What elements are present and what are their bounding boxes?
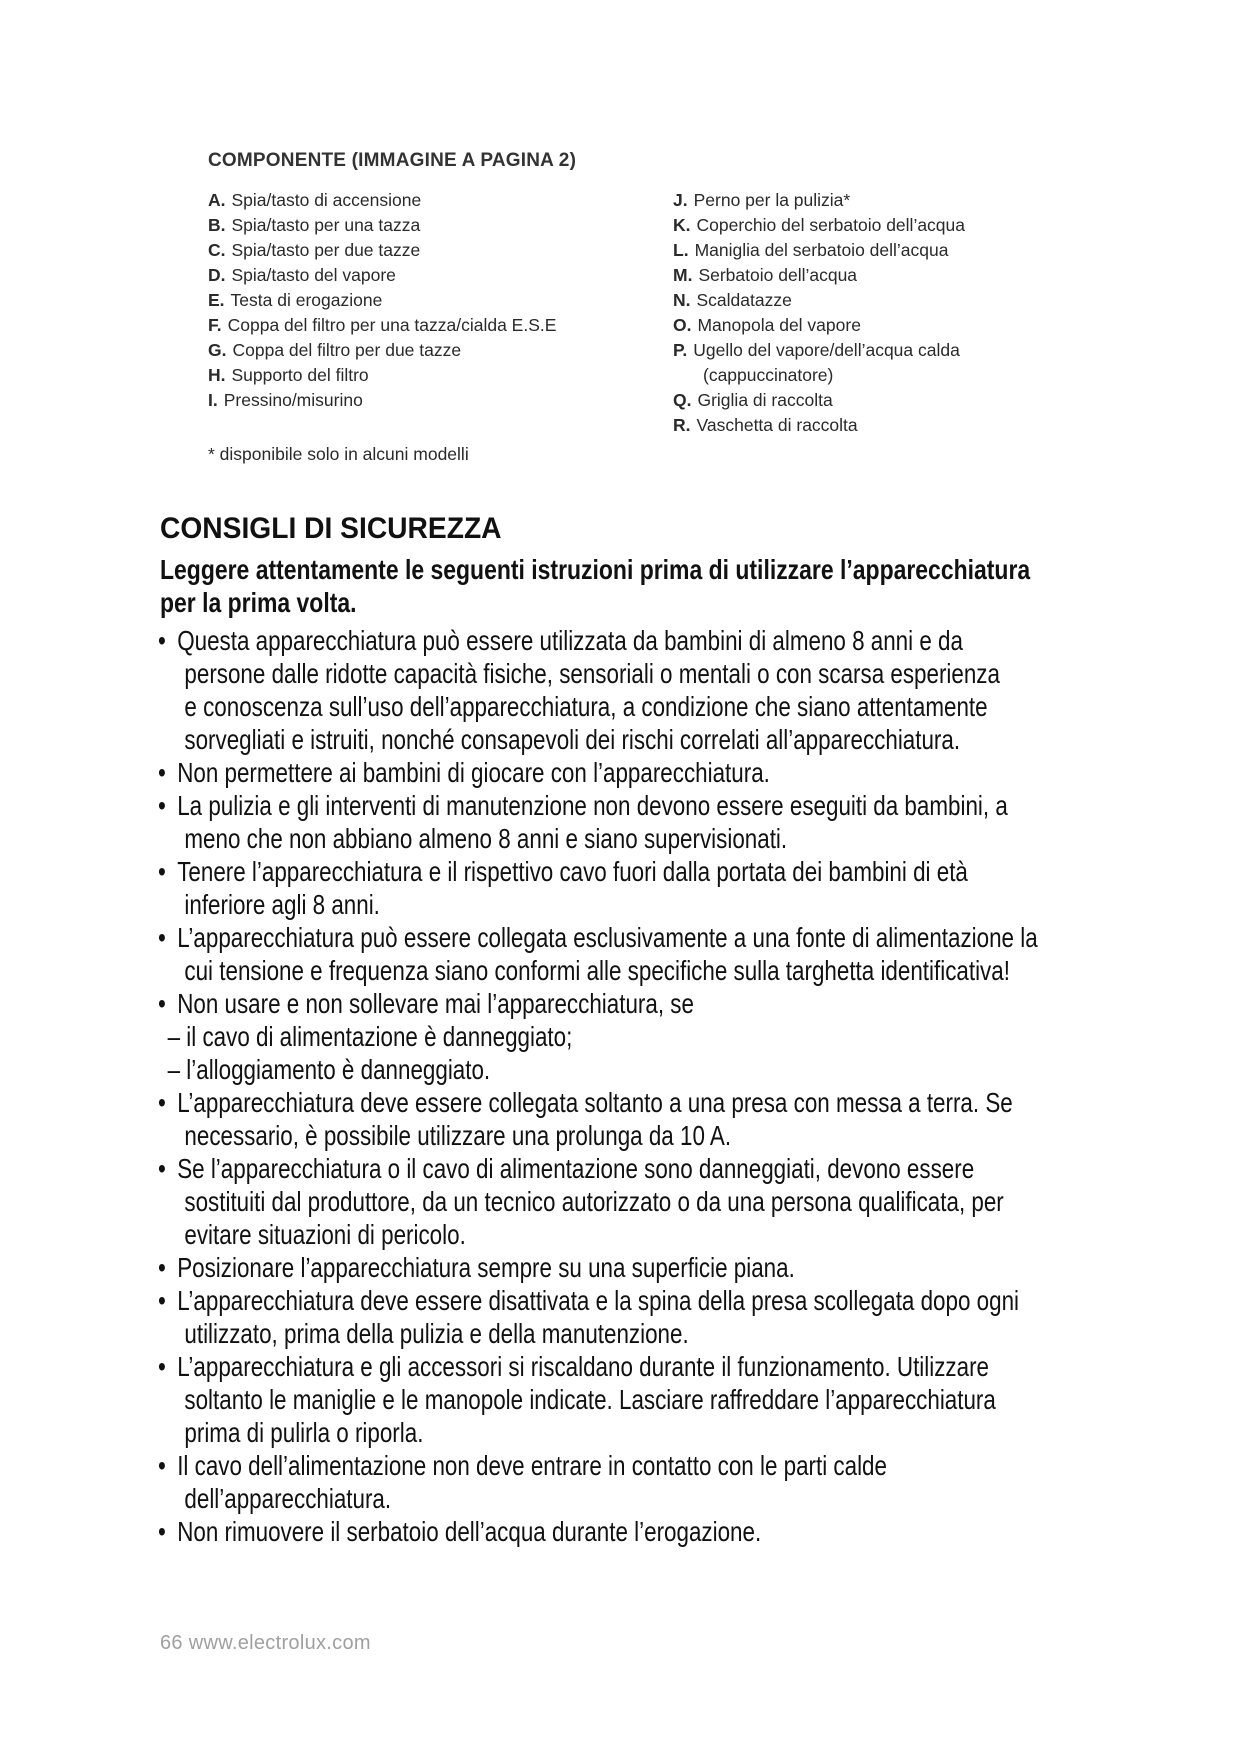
bullet-line: • L’apparecchiatura e gli accessori si riscaldano durante il funzionamento. Utilizzare — [158, 1351, 990, 1382]
bullet-line: • Il cavo dell’alimentazione non deve entrare in contatto con le parti calde — [158, 1450, 887, 1481]
bullet-line: • Non rimuovere il serbatoio dell’acqua durante l’erogazione. — [158, 1516, 762, 1547]
component-item: L. Maniglia del serbatoio dell’acqua — [673, 240, 949, 260]
bullet-line: • L’apparecchiatura deve essere disattivata e la spina della presa scollegata dopo ogni — [158, 1285, 1020, 1316]
bullet-continuation: e conoscenza sull’uso dell’apparecchiatura, a condizione che siano attentamente — [184, 691, 988, 722]
component-item: E. Testa di erogazione — [208, 290, 383, 310]
components-footnote: * disponibile solo in alcuni modelli — [208, 444, 469, 464]
bullet-symbol: • — [158, 856, 166, 887]
bullet-symbol: • — [158, 1153, 166, 1184]
bullet-continuation: sorvegliati e istruiti, nonché consapevoli dei rischi correlati all’apparecchiatura. — [184, 724, 961, 755]
bullet-symbol: • — [158, 790, 166, 821]
bullet-line: • L’apparecchiatura può essere collegata esclusivamente a una fonte di alimentazione la — [158, 922, 1038, 953]
component-item: G. Coppa del filtro per due tazze — [208, 340, 462, 360]
safety-intro-line: per la prima volta. — [160, 587, 357, 618]
bullet-continuation: inferiore agli 8 anni. — [184, 889, 380, 920]
bullet-continuation: sostituiti dal produttore, da un tecnico autorizzato o da una persona qualificata, per — [184, 1186, 1004, 1217]
bullet-continuation: soltanto le maniglie e le manopole indicate. Lasciare raffreddare l’apparecchiatura — [184, 1384, 996, 1415]
bullet-symbol: • — [158, 1087, 166, 1118]
bullet-subitem: – l’alloggiamento è danneggiato. — [167, 1054, 491, 1085]
component-item: K. Coperchio del serbatoio dell’acqua — [673, 215, 966, 235]
bullet-continuation: cui tensione e frequenza siano conformi alle specifiche sulla targhetta identificativa! — [184, 955, 1010, 986]
component-item: R. Vaschetta di raccolta — [673, 415, 858, 435]
website-link[interactable]: www.electrolux.com — [188, 1632, 371, 1654]
safety-intro — [160, 553, 1046, 619]
component-item: N. Scaldatazze — [673, 290, 792, 310]
bullet-symbol: • — [158, 1285, 166, 1316]
bullet-symbol: • — [158, 1252, 166, 1283]
bullet-symbol: • — [158, 1516, 166, 1547]
page-footer — [160, 1632, 371, 1655]
component-item: F. Coppa del filtro per una tazza/cialda E.S.E — [208, 315, 557, 335]
bullet-line: • Posizionare l’apparecchiatura sempre su una superficie piana. — [158, 1252, 795, 1283]
bullet-continuation: prima di pulirla o riporla. — [184, 1417, 424, 1448]
component-item: H. Supporto del filtro — [208, 365, 369, 385]
bullet-continuation: utilizzato, prima della pulizia e della manutenzione. — [184, 1318, 689, 1349]
bullet-symbol: • — [158, 1450, 166, 1481]
component-item: D. Spia/tasto del vapore — [208, 265, 396, 285]
bullet-symbol: • — [158, 922, 166, 953]
component-item: Q. Griglia di raccolta — [673, 390, 833, 410]
components-title: COMPONENTE (IMMAGINE A PAGINA 2) — [208, 150, 577, 171]
bullet-symbol: • — [158, 1351, 166, 1382]
component-item: C. Spia/tasto per due tazze — [208, 240, 421, 260]
safety-bullet-list — [158, 624, 1038, 1548]
bullet-continuation: meno che non abbiano almeno 8 anni e siano supervisionati. — [184, 823, 788, 854]
component-item: J. Perno per la pulizia* — [673, 190, 851, 210]
bullet-line: • Non permettere ai bambini di giocare con l’apparecchiatura. — [158, 757, 770, 788]
component-item-continuation: (cappuccinatore) — [703, 365, 834, 385]
components-list-left — [208, 188, 556, 413]
bullet-line: • Tenere l’apparecchiatura e il rispettivo cavo fuori dalla portata dei bambini di età — [158, 856, 968, 887]
safety-title: CONSIGLI DI SICUREZZA — [160, 512, 502, 545]
component-item: A. Spia/tasto di accensione — [208, 190, 422, 210]
bullet-continuation: necessario, è possibile utilizzare una prolunga da 10 A. — [184, 1120, 732, 1151]
component-item: I. Pressino/misurino — [208, 390, 363, 410]
component-item: P. Ugello del vapore/dell’acqua calda — [673, 340, 960, 360]
bullet-subitem: – il cavo di alimentazione è danneggiato; — [167, 1021, 573, 1052]
bullet-line: • Se l’apparecchiatura o il cavo di alimentazione sono danneggiati, devono essere — [158, 1153, 975, 1184]
bullet-continuation: evitare situazioni di pericolo. — [184, 1219, 466, 1250]
page-number: 66 — [160, 1632, 183, 1654]
bullet-symbol: • — [158, 757, 166, 788]
bullet-symbol: • — [158, 625, 166, 656]
bullet-continuation: persone dalle ridotte capacità fisiche, sensoriali o mentali o con scarsa esperienza — [184, 658, 1000, 689]
bullet-symbol: • — [158, 988, 166, 1019]
component-item: B. Spia/tasto per una tazza — [208, 215, 421, 235]
component-item: M. Serbatoio dell’acqua — [673, 265, 858, 285]
bullet-line: • Non usare e non sollevare mai l’apparecchiatura, se — [158, 988, 694, 1019]
bullet-line: • Questa apparecchiatura può essere utilizzata da bambini di almeno 8 anni e da — [158, 625, 963, 656]
bullet-line: • L’apparecchiatura deve essere collegata soltanto a una presa con messa a terra. Se — [158, 1087, 1013, 1118]
component-item: O. Manopola del vapore — [673, 315, 861, 335]
safety-intro-line: Leggere attentamente le seguenti istruzioni prima di utilizzare l’apparecchiatura — [160, 554, 1031, 585]
bullet-line: • La pulizia e gli interventi di manutenzione non devono essere eseguiti da bambini, a — [158, 790, 1008, 821]
components-list-right — [673, 188, 965, 438]
bullet-continuation: dell’apparecchiatura. — [184, 1483, 392, 1514]
